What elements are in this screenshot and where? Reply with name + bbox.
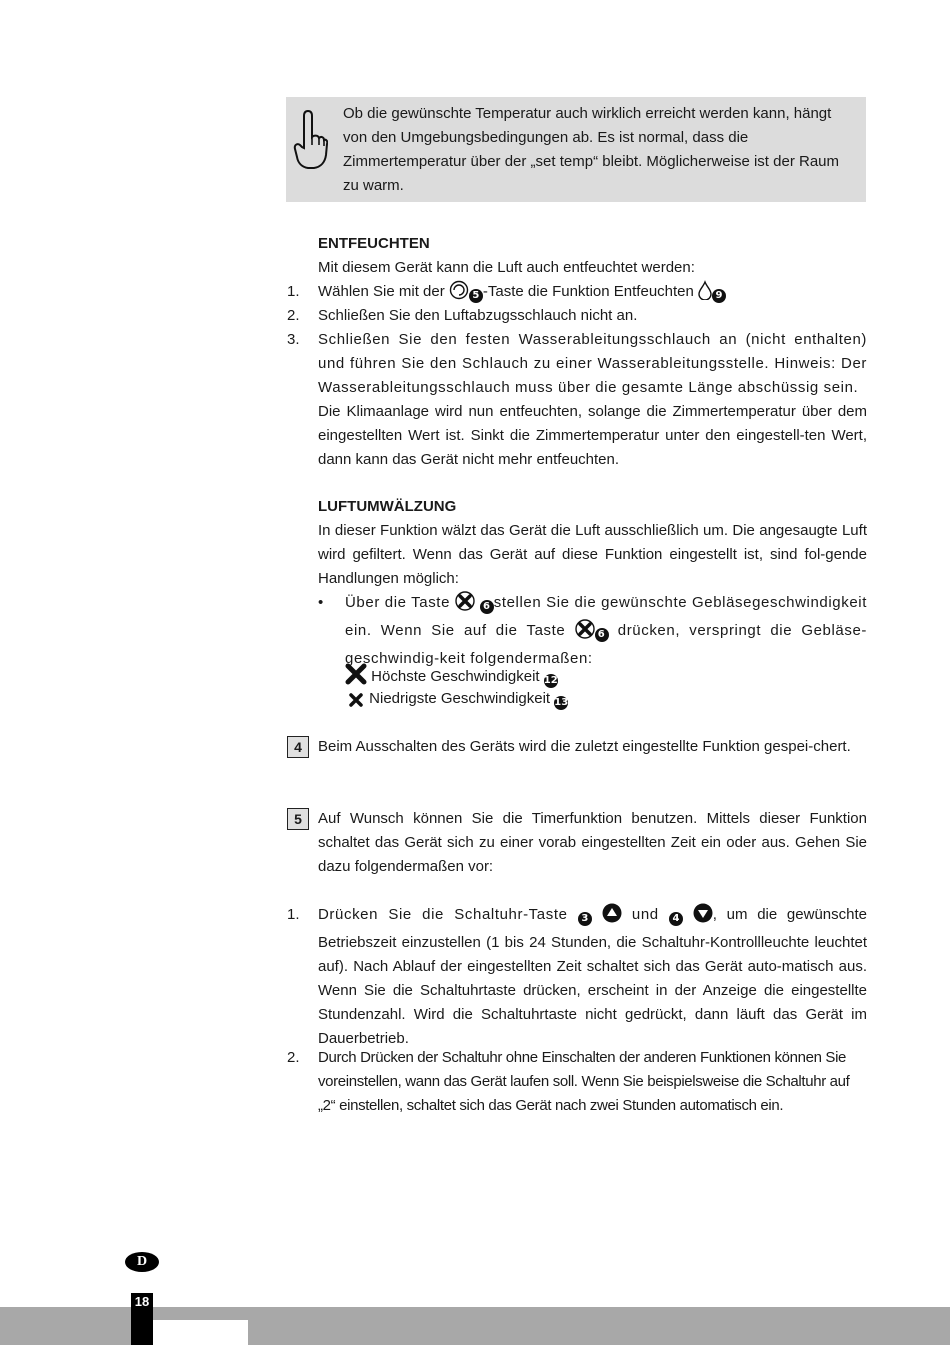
badge-up: 3	[578, 912, 592, 926]
item-5-box: 5	[287, 808, 309, 830]
speed-low-row	[345, 687, 894, 715]
heading-luftumwaelzung: LUFTUMWÄLZUNG	[318, 498, 457, 515]
entfeuchten-step-3: Schließen Sie den festen Wasserableitungsschlauch an (nicht enthalten) und führen Sie den Schlauch zu einer Wasserableitungsstelle. Hinweis: Der Wasserableitungsschlauch muss über die gesamte Länge abschüssig sein.	[318, 331, 867, 396]
language-badge: D	[125, 1252, 159, 1272]
step-number: 1.	[287, 283, 300, 300]
speed-low-label: Niedrigste Geschwindigkeit	[369, 690, 555, 707]
bullet-text: Über die Taste	[345, 594, 455, 611]
step-text: Drücken Sie die Schaltuhr-Taste	[318, 906, 578, 923]
fan-button-icon	[455, 591, 475, 619]
entfeuchten-step-2: Schließen Sie den Luftabzugsschlauch nicht an.	[318, 307, 638, 324]
timer-step-2: Durch Drücken der Schaltuhr ohne Einschalten der anderen Funktionen können Sie voreinstellen, wann das Gerät laufen soll. Wenn Sie beispielsweise die Schaltuhr auf „2“ einstellen, schaltet sich das Gerät nach zwei Stunden automatisch ein.	[318, 1049, 850, 1114]
step-text: und	[621, 906, 670, 923]
entfeuchten-paragraph: Die Klimaanlage wird nun entfeuchten, solange die Zimmertemperatur über dem eingestellten Wert ist. Sinkt die Zimmertemperatur unter den eingestell-ten Wert, dann kann das Gerät nicht mehr entfeuchten.	[318, 403, 867, 468]
badge-low: 13	[554, 697, 569, 708]
footer-strip	[153, 1320, 248, 1345]
fan-button-icon	[575, 619, 595, 647]
step-number: 2.	[287, 307, 300, 324]
badge-high: 12	[543, 675, 558, 686]
item-4-text: Beim Ausschalten des Geräts wird die zuletzt eingestellte Funktion gespei-chert.	[318, 738, 851, 755]
step-text: , um die gewünschte Betriebszeit einzustellen (1 bis 24 Stunden, die Schaltuhr-Kontrollleuchte leuchtet auf). Nach Ablauf der eingestellten Zeit schaltet sich das Gerät auto-matisch aus. Wenn Sie die Schaltuhrtaste drücken, erscheint in der Anzeige die eingestellte Stundenzahl. Wird die Schaltuhrtaste nicht gedrückt, dann läuft das Gerät im Dauerbetrieb.	[318, 906, 867, 1047]
note-box	[286, 97, 866, 202]
badge-dry: 9	[712, 289, 726, 303]
step-text: Wählen Sie mit der	[318, 283, 449, 300]
fan-low-icon	[349, 691, 363, 715]
luft-intro: In dieser Funktion wälzt das Gerät die Luft ausschließlich um. Die angesaugte Luft wird gefiltert. Wenn das Gerät auf diese Funktion eingestellt ist, sind fol-gende Handlungen möglich:	[318, 522, 867, 587]
pointing-finger-icon	[292, 107, 328, 175]
step-number: 2.	[287, 1049, 300, 1066]
entfeuchten-intro: Mit diesem Gerät kann die Luft auch entfeuchtet werden:	[318, 259, 695, 276]
arrow-down-icon	[693, 903, 713, 931]
bullet-text: stellen Sie die gewünschte Gebläsegeschwindigkeit ein. Wenn Sie auf die Taste	[345, 594, 867, 639]
item-4-box: 4	[287, 736, 309, 758]
note-text: Ob die gewünschte Temperatur auch wirklich erreicht werden kann, hängt von den Umgebungsbedingungen ab. Es ist normal, dass die Zimmertemperatur über der „set temp“ bleibt. Möglicherweise ist der Raum zu warm.	[343, 105, 840, 194]
luft-bullet-text	[345, 591, 867, 671]
step-number: 3.	[287, 331, 300, 348]
step-number: 1.	[287, 906, 300, 923]
step-text: -Taste die Funktion Entfeuchten	[482, 283, 699, 300]
badge-fan: 6	[595, 628, 609, 642]
heading-entfeuchten: ENTFEUCHTEN	[318, 235, 430, 252]
timer-step-1	[318, 903, 867, 1051]
page-number: 18	[134, 1294, 150, 1309]
badge-down: 4	[669, 912, 683, 926]
bullet-text: drücken, verspringt die Gebläse-geschwindig-keit folgendermaßen:	[345, 622, 867, 667]
arrow-up-icon	[602, 903, 622, 931]
badge-fan: 6	[480, 600, 494, 614]
badge-mode: 5	[469, 289, 483, 303]
item-5-text: Auf Wunsch können Sie die Timerfunktion benutzen. Mittels dieser Funktion schaltet das Gerät sich zu einer vorab eingestellten Zeit ein oder aus. Gehen Sie dazu folgendermaßen vor:	[318, 810, 867, 875]
bullet: •	[318, 594, 324, 611]
speed-high-label: Höchste Geschwindigkeit	[371, 668, 544, 685]
